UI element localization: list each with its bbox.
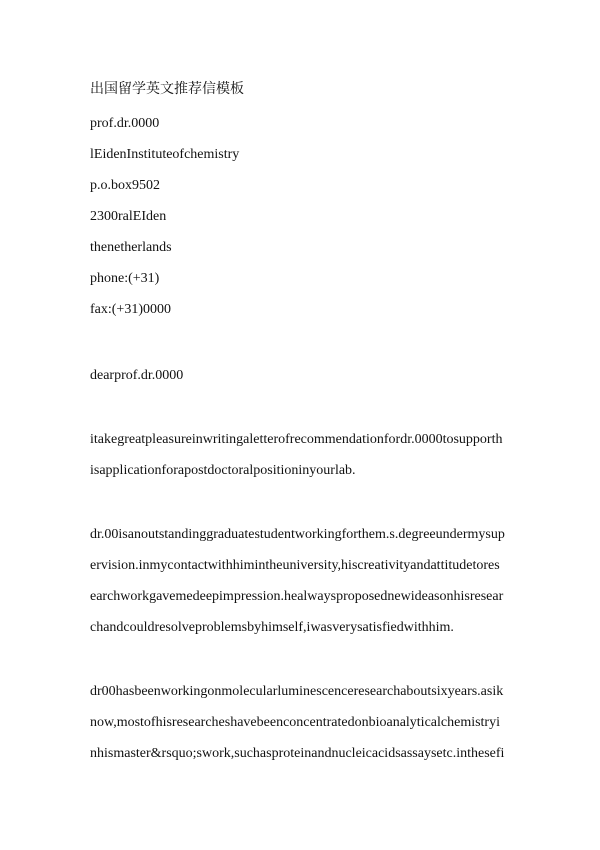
address-line-postcode: 2300ralEIden: [90, 209, 167, 224]
paragraph-2-line-4: chandcouldresolveproblemsbyhimself,iwasverysatisfiedwithhim.: [90, 620, 454, 635]
paragraph-1-line-1: itakegreatpleasureinwritingaletterofrecommendationfordr.0000tosupporth: [90, 432, 503, 447]
paragraph-3-line-3: nhismaster&rsquo;swork,suchasproteinandnucleicacidsassaysetc.inthesefi: [90, 746, 505, 761]
salutation: dearprof.dr.0000: [90, 368, 184, 383]
paragraph-2-line-3: earchworkgavemedeepimpression.healwaysproposednewideasonhisresear: [90, 589, 504, 604]
address-line-pobox: p.o.box9502: [90, 178, 160, 193]
address-line-institute: lEidenInstituteofchemistry: [90, 147, 240, 162]
address-line-fax: fax:(+31)0000: [90, 302, 171, 317]
paragraph-2-line-2: ervision.inmycontactwithhimintheuniversity,hiscreativityandattitudetores: [90, 558, 500, 573]
address-line-country: thenetherlands: [90, 240, 172, 255]
paragraph-1-line-2: isapplicationforapostdoctoralpositioninyourlab.: [90, 463, 356, 478]
paragraph-3-line-2: now,mostofhisresearcheshavebeenconcentratedonbioanalyticalchemistryi: [90, 715, 500, 730]
paragraph-2-line-1: dr.00isanoutstandinggraduatestudentworkingforthem.s.degreeundermysup: [90, 527, 505, 542]
document-title: 出国留学英文推荐信模板: [90, 81, 244, 97]
address-line-phone: phone:(+31): [90, 271, 160, 286]
paragraph-3-line-1: dr00hasbeenworkingonmolecularluminescenceresearchaboutsixyears.asik: [90, 684, 504, 699]
address-line-name: prof.dr.0000: [90, 116, 160, 131]
